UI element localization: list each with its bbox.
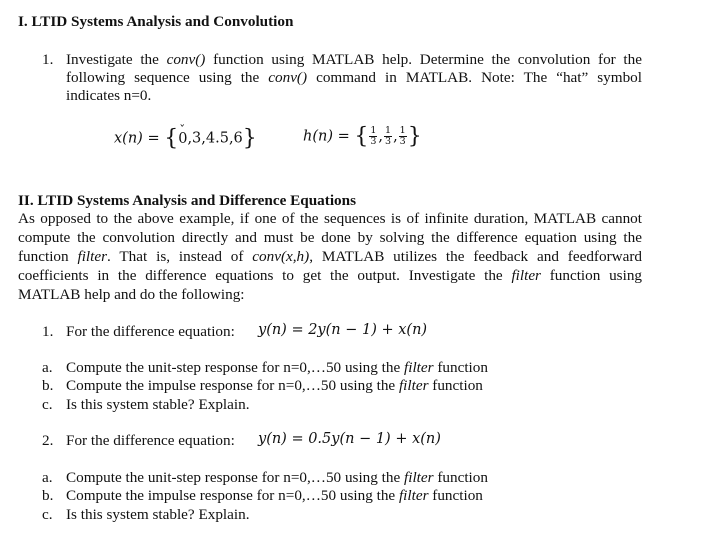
fraction-2: $\frac{1}{3}$ [385, 125, 392, 147]
question-2-label: For the difference equation: [66, 432, 235, 449]
equation-x: x(n) = {0 ˇ,3,4.5,6} [114, 126, 257, 151]
question-1-equation: y(n) = 2y(n − 1) + x(n) [258, 322, 428, 338]
question-1a-letter: a. [42, 359, 53, 376]
question-1b-text: Compute the impulse response for n=0,…50 using the filter function [66, 377, 483, 394]
section-1-line-2: following sequence using the conv() command in MATLAB. Note: The “hat” symbol [66, 69, 642, 86]
section-1-line-1: Investigate the conv() function using MATLAB help. Determine the convolution for the [66, 51, 642, 68]
question-2b-text: Compute the impulse response for n=0,…50 using the filter function [66, 487, 483, 504]
equation-h-lhs: h(n) = [303, 128, 355, 145]
section-2-para-line-4: coefficients in the difference equations to get the output. Investigate the filter function using [18, 267, 643, 284]
item-1-number: 1. [42, 51, 54, 68]
question-2c-letter: c. [42, 506, 53, 523]
question-1c-text: Is this system stable? Explain. [66, 396, 250, 413]
equation-h: h(n) = { $\frac{1}{3}$ , $\frac{1}{3}$ , $\frac{1}{3}$ } [303, 124, 422, 149]
section-1-line-3: indicates n=0. [66, 87, 152, 104]
equation-x-lhs: x(n) = [114, 130, 165, 147]
question-2a-letter: a. [42, 469, 53, 486]
question-1-number: 1. [42, 323, 54, 340]
question-1c-letter: c. [42, 396, 53, 413]
section-2-para-line-5: MATLAB help and do the following: [18, 286, 245, 303]
question-1-label: For the difference equation: [66, 323, 235, 340]
section-2-para-line-1: As opposed to the above example, if one of the sequences is of infinite duration, MATLAB cannot [18, 210, 642, 227]
section-2-para-line-3: function filter. That is, instead of conv(x,h), MATLAB utilizes the feedback and feedforward [18, 248, 642, 265]
section-2-heading: II. LTID Systems Analysis and Difference Equations [18, 192, 356, 209]
fraction-1: $\frac{1}{3}$ [370, 125, 377, 147]
section-1-heading: I. LTID Systems Analysis and Convolution [18, 13, 294, 30]
question-1a-text: Compute the unit-step response for n=0,…50 using the filter function [66, 359, 488, 376]
question-2c-text: Is this system stable? Explain. [66, 506, 250, 523]
fraction-3: $\frac{1}{3}$ [399, 125, 406, 147]
equation-x-rest: ,3,4.5,6 [187, 130, 243, 147]
question-2-equation: y(n) = 0.5y(n − 1) + x(n) [258, 431, 441, 447]
question-2a-text: Compute the unit-step response for n=0,…50 using the filter function [66, 469, 488, 486]
question-2-number: 2. [42, 432, 54, 449]
section-2-para-line-2: compute the convolution directly and must be done by solving the difference equation using the [18, 229, 642, 246]
question-2b-letter: b. [42, 487, 54, 504]
equation-x-hat-term: 0 ˇ [178, 131, 187, 147]
question-1b-letter: b. [42, 377, 54, 394]
